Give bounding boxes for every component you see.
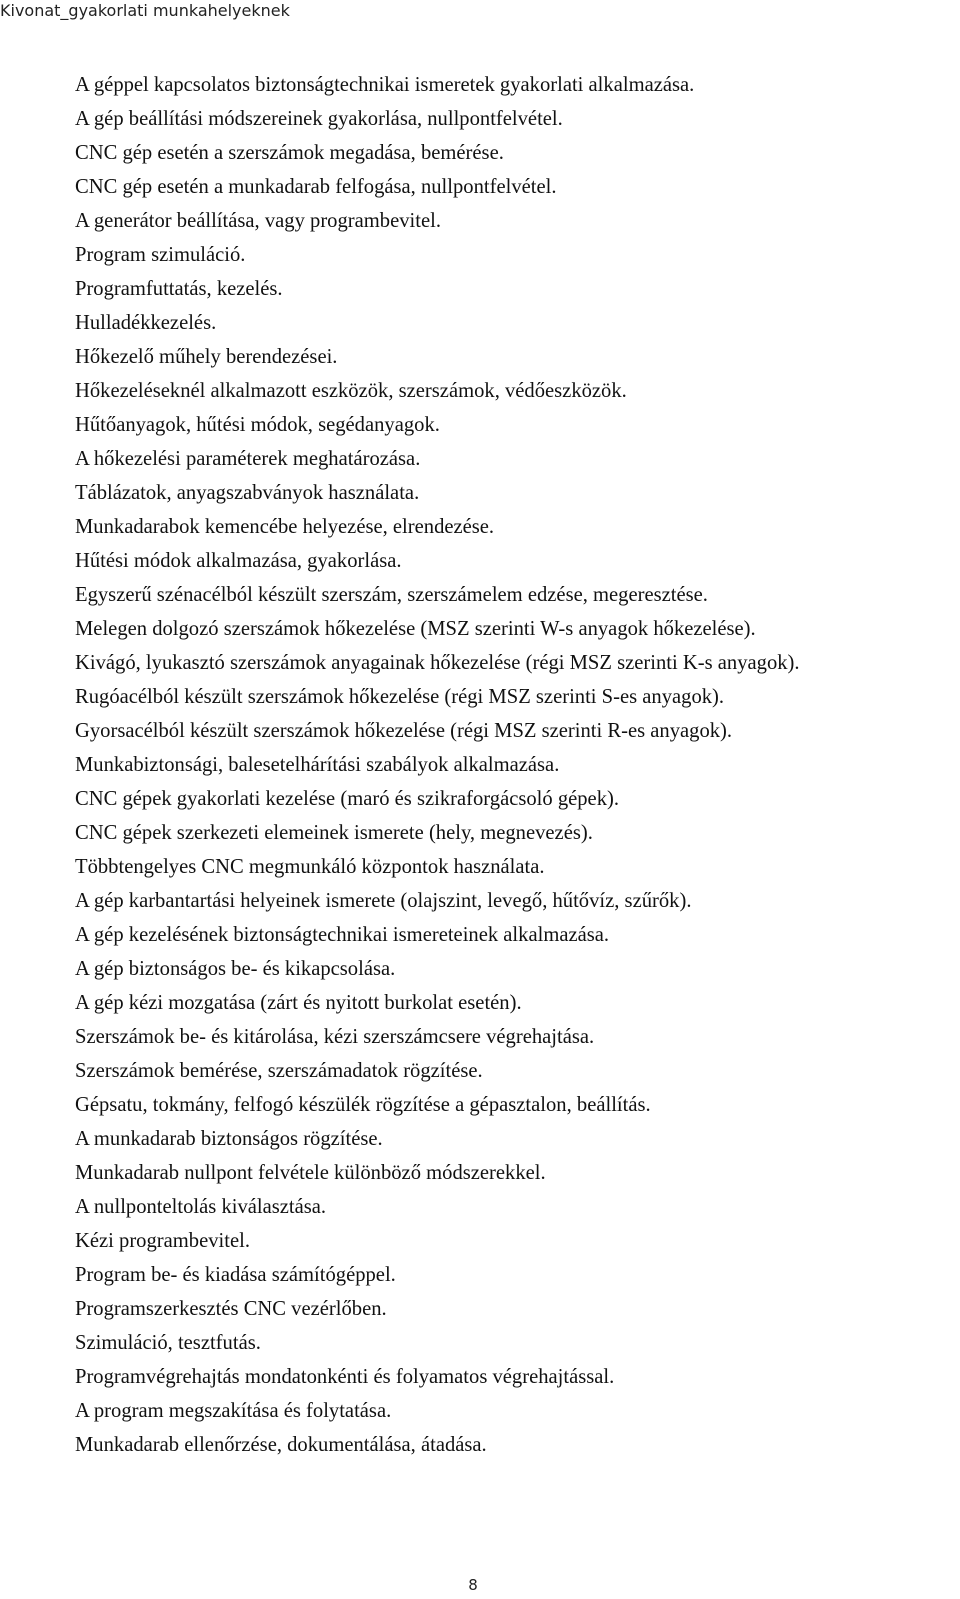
text-line: Munkadarabok kemencébe helyezése, elrendezése.	[75, 516, 495, 538]
text-line: A munkadarab biztonságos rögzítése.	[75, 1128, 383, 1150]
text-line: Hőkezelő műhely berendezései.	[75, 346, 338, 368]
text-line: CNC gépek szerkezeti elemeinek ismerete (hely, megnevezés).	[75, 822, 593, 844]
text-line: A hőkezelési paraméterek meghatározása.	[75, 448, 421, 470]
text-line: Programfuttatás, kezelés.	[75, 278, 283, 300]
text-line: Egyszerű szénacélból készült szerszám, szerszámelem edzése, megeresztése.	[75, 584, 708, 606]
text-line: Program be- és kiadása számítógéppel.	[75, 1264, 396, 1286]
text-line: A gép kezelésének biztonságtechnikai ismereteinek alkalmazása.	[75, 924, 610, 946]
text-line: Gépsatu, tokmány, felfogó készülék rögzítése a gépasztalon, beállítás.	[75, 1094, 651, 1116]
text-line: Munkadarab ellenőrzése, dokumentálása, átadása.	[75, 1434, 487, 1456]
text-line: A gép karbantartási helyeinek ismerete (olajszint, levegő, hűtővíz, szűrők).	[75, 890, 692, 912]
text-line: Hulladékkezelés.	[75, 312, 217, 334]
text-line: Munkadarab nullpont felvétele különböző módszerekkel.	[75, 1162, 546, 1184]
text-line: CNC gép esetén a szerszámok megadása, bemérése.	[75, 142, 504, 164]
text-line: Szerszámok bemérése, szerszámadatok rögzítése.	[75, 1060, 483, 1082]
text-line: Többtengelyes CNC megmunkáló központok használata.	[75, 856, 545, 878]
text-line: A gép beállítási módszereinek gyakorlása, nullpontfelvétel.	[75, 108, 563, 130]
text-line: Kézi programbevitel.	[75, 1230, 250, 1252]
text-line: A géppel kapcsolatos biztonságtechnikai ismeretek gyakorlati alkalmazása.	[75, 74, 695, 96]
text-line: Szimuláció, tesztfutás.	[75, 1332, 261, 1354]
text-line: CNC gép esetén a munkadarab felfogása, nullpontfelvétel.	[75, 176, 557, 198]
text-line: Hűtőanyagok, hűtési módok, segédanyagok.	[75, 414, 440, 436]
text-line: A gép biztonságos be- és kikapcsolása.	[75, 958, 396, 980]
text-line: Program szimuláció.	[75, 244, 246, 266]
document-body	[75, 68, 941, 1462]
page-number: 8	[468, 1576, 478, 1594]
text-line: Programvégrehajtás mondatonkénti és folyamatos végrehajtással.	[75, 1366, 615, 1388]
text-line: A nullponteltolás kiválasztása.	[75, 1196, 327, 1218]
text-line: Programszerkesztés CNC vezérlőben.	[75, 1298, 387, 1320]
text-line: Gyorsacélból készült szerszámok hőkezelése (régi MSZ szerinti R-es anyagok).	[75, 720, 733, 742]
text-line: Hőkezeléseknél alkalmazott eszközök, szerszámok, védőeszközök.	[75, 380, 627, 402]
text-line: A program megszakítása és folytatása.	[75, 1400, 392, 1422]
text-line: CNC gépek gyakorlati kezelése (maró és szikraforgácsoló gépek).	[75, 788, 620, 810]
document-header-title: Kivonat_gyakorlati munkahelyeknek	[0, 1, 290, 20]
text-line: Kivágó, lyukasztó szerszámok anyagainak hőkezelése (régi MSZ szerinti K-s anyagok).	[75, 652, 800, 674]
text-line: Rugóacélból készült szerszámok hőkezelése (régi MSZ szerinti S-es anyagok).	[75, 686, 725, 708]
text-line: Hűtési módok alkalmazása, gyakorlása.	[75, 550, 402, 572]
text-line: Munkabiztonsági, balesetelhárítási szabályok alkalmazása.	[75, 754, 560, 776]
text-line: Melegen dolgozó szerszámok hőkezelése (MSZ szerinti W-s anyagok hőkezelése).	[75, 618, 756, 640]
text-line: Szerszámok be- és kitárolása, kézi szerszámcsere végrehajtása.	[75, 1026, 595, 1048]
text-line: Táblázatok, anyagszabványok használata.	[75, 482, 420, 504]
text-line: A generátor beállítása, vagy programbevitel.	[75, 210, 441, 232]
text-line: A gép kézi mozgatása (zárt és nyitott burkolat esetén).	[75, 992, 522, 1014]
